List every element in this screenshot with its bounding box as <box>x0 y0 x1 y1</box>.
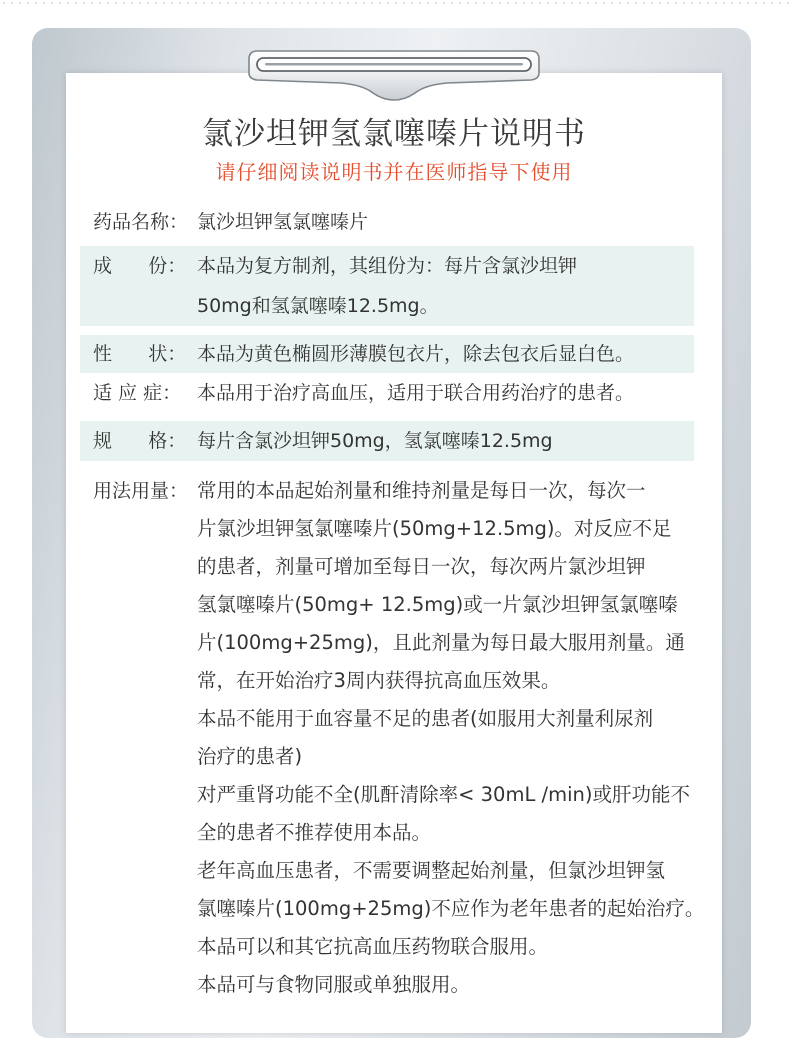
drug-name-value: 氯沙坦钾氢氯噻嗪片 <box>197 211 369 233</box>
usage-line: 本品可与食物同服或单独服用。 <box>197 973 471 996</box>
usage-line: 本品不能用于血容量不足的患者(如服用大剂量利尿剂 <box>197 707 654 730</box>
usage-line: 常，在开始治疗3周内获得抗高血压效果。 <box>197 669 561 692</box>
usage-line: 本品可以和其它抗高血压药物联合服用。 <box>197 935 549 958</box>
specification-value: 每片含氯沙坦钾50mg，氢氯噻嗪12.5mg <box>197 430 553 452</box>
usage-line: 氯噻嗪片(100mg+25mg)不应作为老年患者的起始治疗。 <box>197 897 705 920</box>
usage-line: 老年高血压患者，不需要调整起始剂量，但氯沙坦钾氢 <box>197 859 666 882</box>
row-ingredients <box>80 246 694 326</box>
row-appearance <box>80 335 694 373</box>
ingredients-label: 成 份： <box>93 255 187 277</box>
usage-line: 全的患者不推荐使用本品。 <box>197 821 432 844</box>
clipboard-clip-icon <box>247 49 541 101</box>
usage-line: 对严重肾功能不全(肌酐清除率< 30mL /min)或肝功能不 <box>197 783 690 806</box>
usage-line: 治疗的患者) <box>197 745 303 768</box>
document-subtitle: 请仔细阅读说明书并在医师指导下使用 <box>215 160 573 184</box>
ingredients-line-2: 50mg和氢氯噻嗪12.5mg。 <box>197 295 439 317</box>
specification-label: 规 格： <box>93 430 187 452</box>
usage-line: 的患者，剂量可增加至每日一次，每次两片氯沙坦钾 <box>197 555 646 578</box>
document-title: 氯沙坦钾氢氯噻嗪片说明书 <box>202 116 586 152</box>
usage-line: 片(100mg+25mg)，且此剂量为每日最大服用剂量。通 <box>197 631 685 654</box>
ingredients-line-1: 本品为复方制剂，其组份为：每片含氯沙坦钾 <box>197 255 578 277</box>
usage-line: 片氯沙坦钾氢氯噻嗪片(50mg+12.5mg)。对反应不足 <box>197 517 672 540</box>
drug-name-label: 药品名称： <box>93 211 189 233</box>
row-drug-name <box>80 202 694 242</box>
row-specification <box>80 421 694 461</box>
appearance-label: 性 状： <box>93 343 187 365</box>
indications-value: 本品用于治疗高血压，适用于联合用药治疗的患者。 <box>197 382 635 404</box>
usage-line: 常用的本品起始剂量和维持剂量是每日一次，每次一 <box>197 479 646 502</box>
usage-line: 氢氯噻嗪片(50mg+ 12.5mg)或一片氯沙坦钾氢氯噻嗪 <box>197 593 678 616</box>
usage-text-block <box>197 472 717 1004</box>
appearance-value: 本品为黄色椭圆形薄膜包衣片，除去包衣后显白色。 <box>197 343 635 365</box>
indications-label: 适 应 症： <box>93 382 182 404</box>
row-indications <box>80 374 694 412</box>
top-dotted-border <box>0 0 790 6</box>
usage-label: 用法用量： <box>93 480 189 502</box>
